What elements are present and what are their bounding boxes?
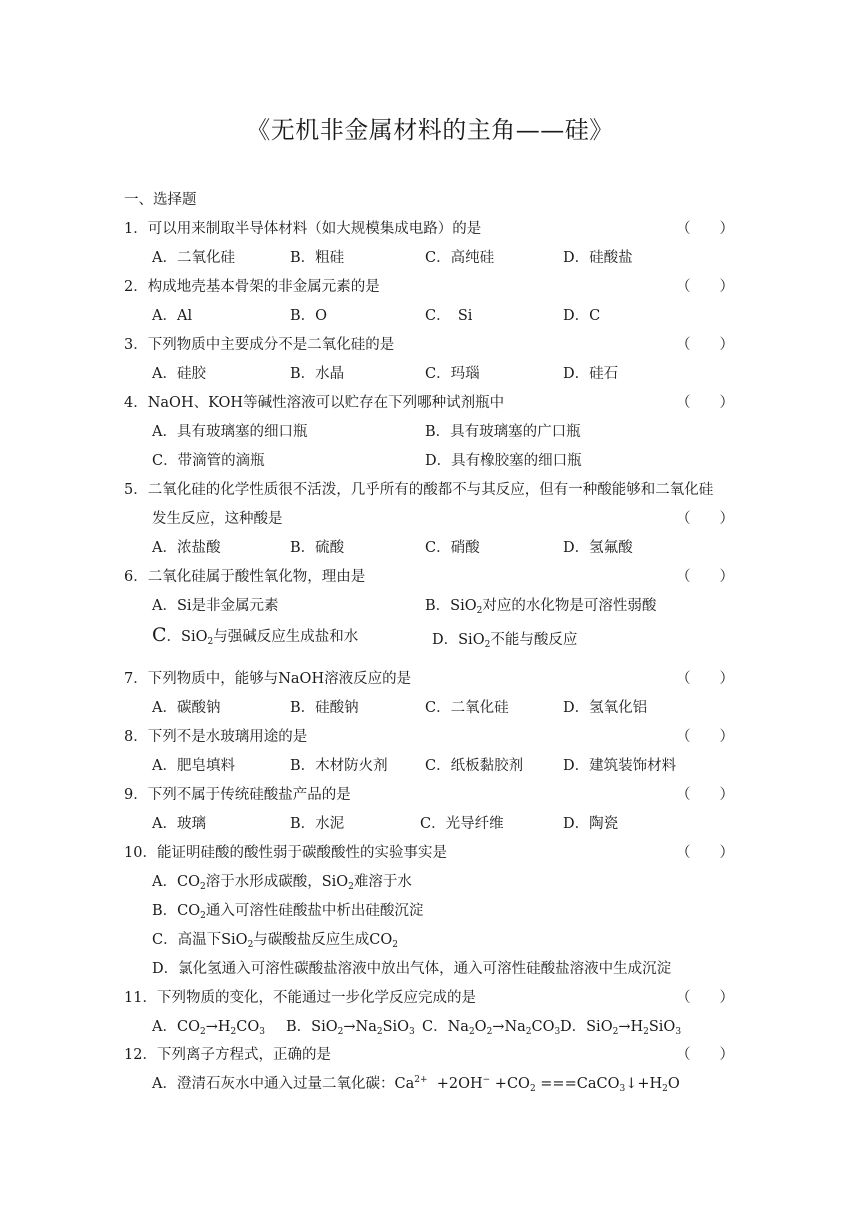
q10-option-d: D．氯化氢通入可溶性碳酸盐溶液中放出气体，通入可溶性硅酸盐溶液中生成沉淀	[152, 961, 672, 977]
q8-option-b: B．木材防火剂	[290, 758, 388, 774]
q3-option-b: B．水晶	[290, 366, 345, 382]
q4-option-b: B．具有玻璃塞的广口瓶	[425, 424, 581, 440]
q3-option-c: C．玛瑙	[425, 366, 480, 382]
answer-blank-5: （ ）	[676, 511, 734, 527]
question-3-stem: 3．下列物质中主要成分不是二氧化硅的是	[124, 337, 395, 353]
q11-option-b: B．$SiO_2\to Na_2SiO_3$	[286, 1019, 415, 1037]
q1-option-a: A．二氧化硅	[152, 250, 235, 266]
answer-blank-1: （ ）	[676, 221, 734, 237]
question-6-stem: 6．二氧化硅属于酸性氧化物，理由是	[124, 569, 366, 585]
answer-blank-10: （ ）	[676, 845, 734, 861]
question-5-stem: 5．二氧化硅的化学性质很不活泼，几乎所有的酸都不与其反应，但有一种酸能够和二氧化硅	[124, 482, 714, 498]
q6-option-d: D．SiO$_2$不能与酸反应	[432, 632, 578, 650]
answer-blank-9: （ ）	[676, 787, 734, 803]
answer-blank-8: （ ）	[676, 729, 734, 745]
q3-option-a: A．硅胶	[152, 366, 206, 382]
q2-option-b: B．O	[290, 308, 328, 324]
q8-option-c: C．纸板黏胶剂	[425, 758, 524, 774]
page-title: 《无机非金属材料的主角——硅》	[246, 116, 614, 144]
q5-option-d: D．氢氟酸	[563, 540, 633, 556]
q9-option-d: D．陶瓷	[563, 816, 619, 832]
answer-blank-4: （ ）	[676, 395, 734, 411]
q2-option-c: C． Si	[425, 308, 473, 324]
question-11-stem: 11．下列物质的变化，不能通过一步化学反应完成的是	[124, 990, 476, 1006]
q5-option-c: C．硝酸	[425, 540, 480, 556]
question-2-stem: 2．构成地壳基本骨架的非金属元素的是	[124, 279, 380, 295]
q1-option-c: C．高纯硅	[425, 250, 495, 266]
q3-option-d: D．硅石	[563, 366, 619, 382]
q1-option-d: D．硅酸盐	[563, 250, 633, 266]
question-4-stem: 4．NaOH、KOH等碱性溶液可以贮存在下列哪种试剂瓶中	[124, 395, 505, 411]
q8-option-a: A．肥皂填料	[152, 758, 235, 774]
question-10-stem: 10．能证明硅酸的酸性弱于碳酸酸性的实验事实是	[124, 845, 447, 861]
question-7-stem: 7．下列物质中，能够与NaOH溶液反应的是	[124, 671, 412, 687]
q10-option-a: A．$CO_2$溶于水形成碳酸，SiO$_2$难溶于水	[152, 874, 412, 892]
q4-option-a: A．具有玻璃塞的细口瓶	[152, 424, 308, 440]
answer-blank-7: （ ）	[676, 671, 734, 687]
question-12-stem: 12．下列离子方程式，正确的是	[124, 1047, 331, 1063]
answer-blank-11: （ ）	[676, 990, 734, 1006]
q9-option-b: B．水泥	[290, 816, 345, 832]
q11-option-d: D．$SiO_2\to H_2SiO_3$	[560, 1019, 682, 1037]
section-heading: 一、选择题	[124, 192, 197, 208]
question-8-stem: 8．下列不是水玻璃用途的是	[124, 729, 308, 745]
q6-option-a: A．Si是非金属元素	[152, 598, 279, 614]
q10-option-c: C．高温下SiO$_2$与碳酸盐反应生成$CO_2$	[152, 932, 399, 950]
answer-blank-2: （ ）	[676, 279, 734, 295]
q5-option-b: B．硫酸	[290, 540, 345, 556]
q7-option-c: C．二氧化硅	[425, 700, 509, 716]
q10-option-b: B．$CO_2$通入可溶性硅酸盐中析出硅酸沉淀	[152, 903, 424, 921]
q7-option-a: A．碳酸钠	[152, 700, 221, 716]
answer-blank-6: （ ）	[676, 569, 734, 585]
q2-option-d: D．C	[563, 308, 601, 324]
q6-option-c: C．SiO$_2$与强碱反应生成盐和水	[152, 624, 359, 647]
q12-option-a: A．澄清石灰水中通入过量二氧化碳：$Ca^{2+} +2OH^- +CO_2$ $===CaCO_3↓+H_2O$	[152, 1075, 680, 1094]
q2-option-a: A．Al	[152, 308, 193, 324]
q11-option-c: C．$Na_2O_2\to Na_2CO_3$	[422, 1019, 561, 1037]
question-9-stem: 9．下列不属于传统硅酸盐产品的是	[124, 787, 351, 803]
q11-option-a: A．$CO_2\to H_2CO_3$	[152, 1019, 265, 1037]
q8-option-d: D．建筑装饰材料	[563, 758, 677, 774]
question-1-stem: 1．可以用来制取半导体材料（如大规模集成电路）的是	[124, 221, 482, 237]
q5-option-a: A．浓盐酸	[152, 540, 221, 556]
answer-blank-12: （ ）	[676, 1047, 734, 1063]
q6-option-b: B．SiO$_2$对应的水化物是可溶性弱酸	[425, 598, 657, 616]
q4-option-d: D．具有橡胶塞的细口瓶	[425, 453, 582, 469]
q1-option-b: B．粗硅	[290, 250, 345, 266]
q9-option-c: C．光导纤维	[420, 816, 504, 832]
answer-blank-3: （ ）	[676, 337, 734, 353]
q4-option-c: C．带滴管的滴瓶	[152, 453, 265, 469]
q7-option-b: B．硅酸钠	[290, 700, 359, 716]
q9-option-a: A．玻璃	[152, 816, 206, 832]
question-5-stem-cont: 发生反应，这种酸是	[152, 511, 283, 527]
q7-option-d: D．氢氧化铝	[563, 700, 648, 716]
